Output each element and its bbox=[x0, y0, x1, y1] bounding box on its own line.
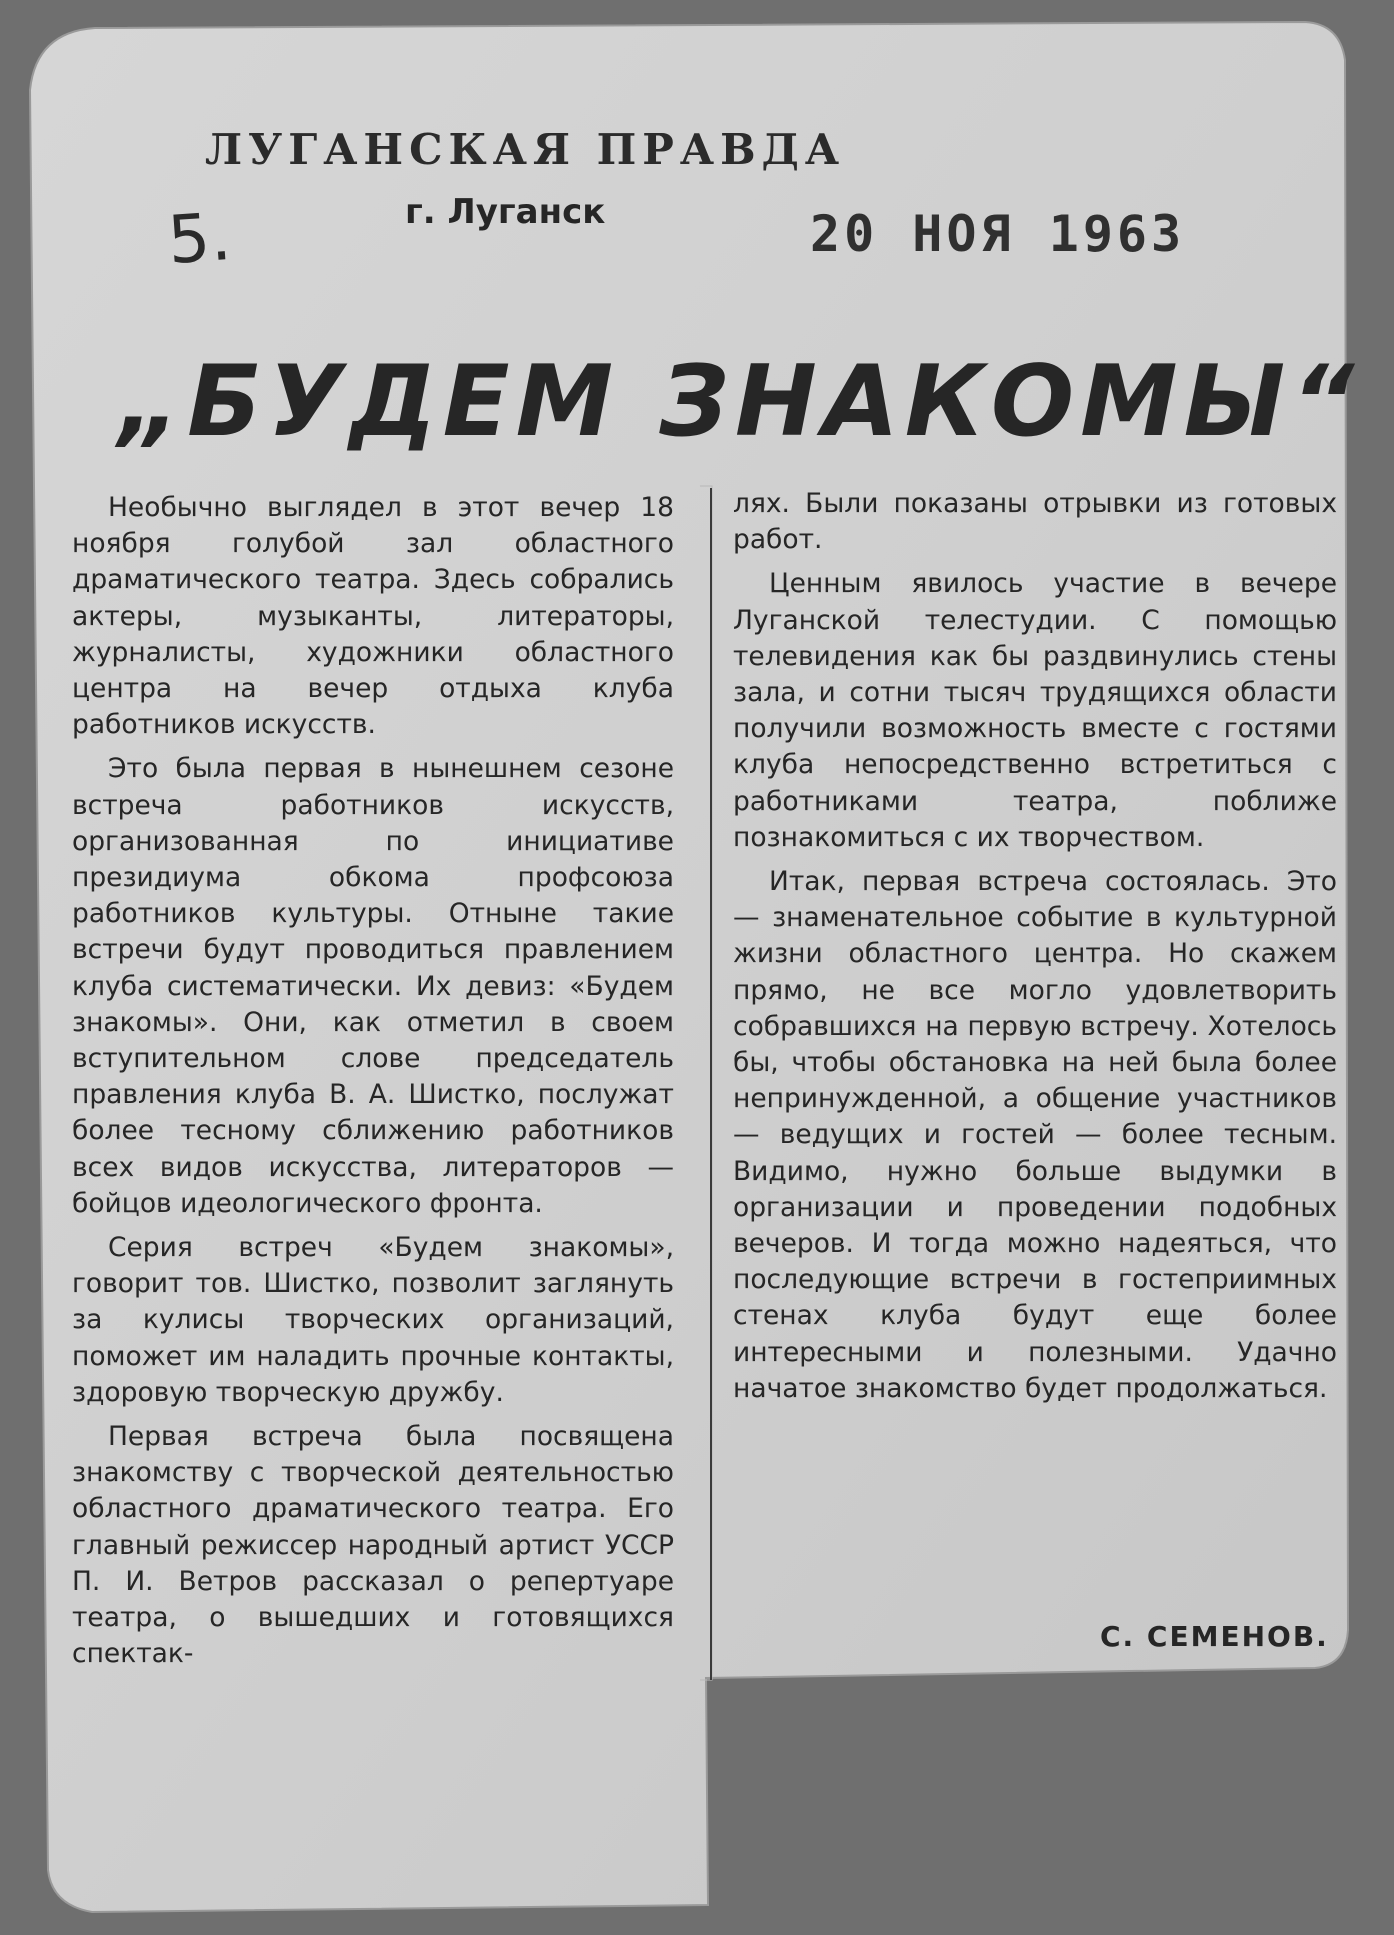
paragraph: Первая встреча была посвящена знакомству с творческой деятельностью областного драматического театра. Его главный режиссер народный артист УССР П. И. Ветров рассказал о репертуаре театра, о вышедших и готовящихся спектак- bbox=[72, 1421, 674, 1670]
city-stamp: г. Луганск bbox=[405, 192, 606, 232]
paragraph: Ценным явилось участие в вечере Луганской телестудии. С помощью телевидения как бы раздвинулись стены зала, и сотни тысяч трудящихся области получили возможность вместе с гостями клуба непосредственно встретиться с работниками театра, поближе познакомиться с их творчеством. bbox=[733, 568, 1337, 853]
article-headline: „БУДЕМ ЗНАКОМЫ“ bbox=[118, 345, 1361, 459]
paragraph: Итак, первая встреча состоялась. Это — знаменательное событие в культурной жизни областного центра. Но скажем прямо, не все могло удовлетворить собравшихся на первую встречу. Хотелось бы, чтобы обстановка на ней была более непринужденной, а общение участников — ведущих и гостей — более тесным. Видимо, нужно больше выдумки в организации и проведении подобных вечеров. И тогда можно надеяться, что последующие встречи в гостеприимных стенах клуба будут еще более интересными и полезными. Удачно начатое знакомство будет продолжаться. bbox=[733, 866, 1337, 1404]
paragraph: Необычно выглядел в этот вечер 18 ноября голубой зал областного драматического театра. Здесь собрались актеры, музыканты, литераторы, журналисты, художники областного центра на вечер отдыха клуба работников искусств. bbox=[72, 492, 674, 741]
column-divider bbox=[710, 488, 712, 1680]
author-signature: С. СЕМЕНОВ. bbox=[1100, 1620, 1329, 1653]
article-left-column bbox=[72, 490, 674, 1681]
article-right-column bbox=[733, 486, 1337, 1415]
paragraph: Серия встреч «Будем знакомы», говорит тов. Шистко, позволит заглянуть за кулисы творческих организаций, поможет им наладить прочные контакты, здоровую творческую дружбу. bbox=[72, 1232, 674, 1408]
paragraph: Это была первая в нынешнем сезоне встреча работников искусств, организованная по инициативе президиума обкома профсоюза работников культуры. Отныне такие встречи будут проводиться правлением клуба систематически. Их девиз: «Будем знакомы». Они, как отметил в своем вступительном слове председатель правления клуба В. А. Шистко, послужат более тесному сближению работников всех видов искусства, литераторов — бойцов идеологического фронта. bbox=[72, 753, 674, 1219]
date-stamp: 20 НОЯ 1963 bbox=[810, 205, 1186, 263]
newspaper-name-stamp: ЛУГАНСКАЯ ПРАВДА bbox=[205, 125, 846, 174]
handwritten-page-mark: 5. bbox=[165, 197, 234, 280]
paragraph-continuation: лях. Были показаны отрывки из готовых работ. bbox=[733, 488, 1337, 556]
